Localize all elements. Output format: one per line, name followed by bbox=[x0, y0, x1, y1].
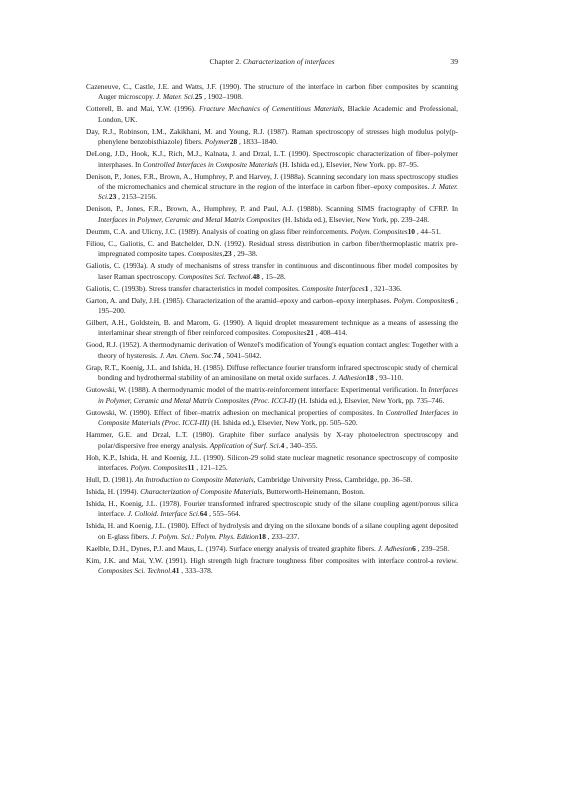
chapter-title bbox=[86, 57, 458, 67]
reference-text: Galiotis, C. (1993b). Stress transfer characteristics in model composites. bbox=[86, 283, 300, 293]
reference-entry bbox=[86, 453, 458, 474]
reference-source: Composites, bbox=[187, 249, 225, 259]
reference-entry bbox=[86, 204, 458, 225]
reference-entry bbox=[86, 227, 458, 237]
reference-text: Gilbert, A.H., Goldstein, B. and Marom, G. (1990). A liquid droplet measurement technique as a means of assessing the interlaminar shear strength of fiber reinforced composites. bbox=[86, 318, 458, 338]
reference-pages: , 93–110. bbox=[375, 373, 404, 383]
reference-text: Hoh, K.P., Ishida, H. and Koenig, J.L. (1990). Silicon-29 solid state nuclear magnetic resonance spectroscopy of composite interfaces. bbox=[86, 452, 458, 472]
reference-pages: , 195–200. bbox=[98, 295, 458, 316]
reference-entry bbox=[86, 430, 458, 451]
reference-entry bbox=[86, 556, 458, 577]
reference-volume: 23 bbox=[224, 249, 232, 259]
reference-text: DeLong, J.D., Hook, K.J., Rich, M.J., Kalnata, J. and Drzal, L.T. (1990). Spectroscopic characterization of fiber–polymer interphases. In bbox=[86, 149, 458, 169]
reference-pages: , 233–237. bbox=[267, 531, 300, 541]
reference-pages: , 29–38. bbox=[233, 249, 258, 259]
reference-source: Polym. Composites bbox=[393, 295, 451, 305]
reference-source: Application of Surf. Sci. bbox=[209, 440, 281, 450]
reference-text: Ishida, H., Koenig, J.L. (1978). Fourier transformed infrared spectroscopic study of the silane coupling agent/porous silica interface. bbox=[86, 498, 458, 519]
reference-pages: (H. Ishida ed.), Elsevier, New York, pp. 239–248. bbox=[282, 214, 430, 224]
reference-text: Denison, P., Jones, F.R., Brown, A., Humphrey, P. and Paul, A.J. (1988b). Scanning SIMS fractography of CFRP. In bbox=[86, 204, 458, 214]
reference-source: J. Adhesion bbox=[332, 373, 367, 383]
reference-volume: 28 bbox=[229, 137, 238, 147]
reference-volume: 23 bbox=[108, 192, 117, 202]
reference-volume: 1 bbox=[364, 283, 369, 293]
reference-source: Composite Interfaces bbox=[301, 283, 365, 293]
reference-entry bbox=[86, 544, 458, 554]
reference-text: Gutowski, W. (1990). Effect of fiber–matrix adhesion on mechanical properties of composites. In bbox=[86, 407, 384, 417]
reference-entry bbox=[86, 82, 458, 103]
reference-pages: , 555–564. bbox=[209, 509, 241, 519]
reference-text: Hammer, G.E. and Drzal, L.T. (1980). Graphite fiber surface analysis by X-ray photoelectron spectroscopy and polar/dispersive free energy analysis. bbox=[86, 430, 458, 450]
reference-volume: 74 bbox=[213, 350, 221, 360]
reference-entry bbox=[86, 475, 458, 485]
reference-source: An Introduction to Composite Materials, bbox=[135, 474, 256, 484]
reference-entry bbox=[86, 296, 458, 317]
reference-volume: 18 bbox=[258, 531, 266, 541]
reference-entry bbox=[86, 363, 458, 384]
reference-source: Polymer bbox=[204, 137, 230, 147]
reference-volume: 4 bbox=[280, 440, 285, 450]
reference-source: Interfaces in Polymer, Ceramic and Metal Matrix Composites (Proc. ICCI-II) bbox=[98, 385, 458, 405]
reference-entry bbox=[86, 340, 458, 361]
reference-text: Filiou, C., Galiotis, C. and Batchelder, D.N. (1992). Residual stress distribution in carbon fiber/thermoplastic matrix pre-impregnated composite tapes. bbox=[86, 238, 458, 259]
reference-text: Cotterell, B. and Mai, Y.W. (1996). bbox=[86, 104, 196, 114]
reference-entry bbox=[86, 385, 458, 406]
reference-entry bbox=[86, 487, 458, 497]
reference-pages: Butterworth-Heinemann, Boston. bbox=[266, 486, 365, 496]
reference-pages: Blackie Academic and Professional, London, UK. bbox=[98, 104, 458, 124]
reference-entry bbox=[86, 127, 458, 148]
reference-text: Kaelble, D.H., Dynes, P.J. and Maus, L. (1974). Surface energy analysis of treated graphite fibers. bbox=[86, 543, 376, 553]
page-number: 39 bbox=[450, 57, 458, 66]
reference-entry bbox=[86, 261, 458, 282]
reference-volume: 6 bbox=[412, 543, 416, 553]
reference-source: J. Adhesion bbox=[377, 543, 413, 553]
reference-volume: 25 bbox=[194, 92, 203, 102]
reference-pages: , 15–28. bbox=[261, 271, 286, 281]
reference-source: J. Mater. Sci. bbox=[98, 182, 458, 202]
reference-source: J. Am. Chem. Soc. bbox=[159, 350, 214, 360]
reference-source: J. Mater. Sci. bbox=[156, 92, 195, 102]
reference-entry bbox=[86, 521, 458, 542]
reference-text: Galiotis, C. (1993a). A study of mechanisms of stress transfer in continuous and discontinuous fiber model composites by laser Raman spectroscopy. bbox=[86, 261, 458, 281]
reference-pages: (H. Ishida ed.), Elsevier, New York, pp. 735–746. bbox=[297, 395, 445, 405]
reference-entry bbox=[86, 408, 458, 429]
reference-pages: , 333–378. bbox=[181, 566, 213, 576]
reference-text: Gutowski, W. (1988). A thermodynamic model of the matrix-reinforcement interface: Experimental verification. In bbox=[86, 385, 427, 395]
reference-text: Kim, J.K. and Mai, Y.W. (1991). High strength high fracture toughness fiber composites with interface control-a review. bbox=[86, 555, 458, 565]
reference-source: Composites Sci. Technol. bbox=[98, 566, 173, 576]
reference-pages: Cambridge University Press, Cambridge, pp. 36–58. bbox=[257, 474, 413, 484]
reference-source: J. Colloid. Interface Sci. bbox=[127, 509, 200, 519]
reference-pages: (H. Ishida ed.), Elsevier, New York. pp. 87–95. bbox=[279, 159, 419, 169]
reference-source: J. Polym. Sci.: Polym. Phys. Edition bbox=[151, 531, 259, 541]
reference-volume: 10 bbox=[407, 226, 415, 236]
reference-pages: (H. Ishida ed.), Elsevier, New York, pp. 505–520. bbox=[211, 418, 358, 428]
reference-source: Controlled Interfaces in Composite Materials bbox=[142, 159, 278, 169]
reference-pages: , 321–336. bbox=[370, 283, 402, 293]
reference-volume: 41 bbox=[172, 566, 180, 576]
reference-pages: , 44–51. bbox=[416, 226, 441, 236]
reference-source: Composites Sci. Technol. bbox=[178, 271, 253, 281]
reference-text: Deumm, C.A. and Ulicny, J.C. (1989). Analysis of coating on glass fiber reinforcements. bbox=[86, 226, 349, 236]
reference-pages: , 1833–1840. bbox=[239, 137, 278, 147]
reference-pages: , 239–258. bbox=[417, 543, 450, 553]
reference-source: Polym. Composites bbox=[130, 462, 188, 472]
reference-source: Polym. Composites bbox=[350, 226, 408, 236]
reference-volume: 64 bbox=[199, 509, 208, 519]
reference-entry bbox=[86, 104, 458, 125]
reference-text: Hull, D. (1981). bbox=[86, 474, 134, 484]
reference-list bbox=[86, 82, 458, 578]
reference-pages: , 340–355. bbox=[286, 440, 318, 450]
reference-source: Fracture Mechanics of Cementitious Materials, bbox=[198, 104, 345, 114]
reference-volume: 48 bbox=[252, 271, 260, 281]
reference-text: Ishida, H. (1994). bbox=[86, 486, 139, 496]
reference-source: Composites bbox=[272, 328, 307, 338]
reference-text: Grap, R.T., Koenig, J.L. and Ishida, H. (1985). Diffuse reflectance fourier transform infrared spectroscopic study of chemical bonding and hydrothermal stability of an aminosilane on metal oxide surfaces. bbox=[86, 362, 458, 383]
reference-volume: 18 bbox=[366, 373, 374, 383]
reference-source: Characterization of Composite Materials, bbox=[140, 486, 265, 496]
reference-pages: , 1902–1908. bbox=[204, 92, 243, 102]
reference-pages: , 408–414. bbox=[315, 328, 348, 338]
reference-text: Ishida, H. and Koenig, J.L. (1980). Effect of hydrolysis and drying on the siloxane bonds of a silane coupling agent deposited on E-glass fibers. bbox=[86, 521, 458, 541]
reference-text: Day, R.J., Robinson, I.M., Zakikhani, M. and Young, R.J. (1987). Raman spectroscopy of stresses high modulus poly(p-phenylene benzobisthiazole) fibers. bbox=[86, 126, 458, 147]
reference-text: Cazeneuve, C., Castle, J.E. and Watts, J.F. (1990). The structure of the interface in carbon fiber composites by scanning Auger microscopy. bbox=[86, 82, 458, 102]
reference-pages: , 121–125. bbox=[196, 462, 228, 472]
chapter-prefix: Chapter 2. bbox=[209, 57, 242, 66]
reference-pages: , 5041–5042. bbox=[222, 350, 262, 360]
chapter-title-text: Characterization of interfaces bbox=[243, 57, 335, 66]
reference-volume: 6 bbox=[450, 295, 455, 305]
reference-text: Garton, A. and Daly, J.H. (1985). Characterization of the aramid–epoxy and carbon–epoxy interphases. bbox=[86, 295, 392, 305]
reference-source: Controlled Interfaces in Composite Materials (Proc. ICCI-III) bbox=[98, 407, 458, 428]
reference-entry bbox=[86, 499, 458, 520]
reference-entry bbox=[86, 284, 458, 294]
reference-volume: 11 bbox=[187, 462, 195, 472]
reference-pages: , 2153–2156. bbox=[118, 192, 157, 202]
reference-entry bbox=[86, 149, 458, 170]
reference-volume: 21 bbox=[306, 328, 314, 338]
reference-entry bbox=[86, 172, 458, 203]
reference-entry bbox=[86, 239, 458, 260]
reference-entry bbox=[86, 318, 458, 339]
reference-text: Good, R.J. (1952). A thermodynamic derivation of Wenzel's modification of Young's equation contact angles: Together with a theory of hysteresis. bbox=[86, 340, 458, 360]
reference-text: Denison, P., Jones, F.R., Brown, A., Humphrey, P. and Harvey, J. (1988a). Scanning secondary ion mass spectroscopy studies of the micromechanics and chemical structure in the region of the interface in carbon fiber–epoxy composites. bbox=[86, 171, 458, 192]
reference-source: Interfaces in Polymer, Ceramic and Metal Matrix Composites bbox=[98, 214, 281, 224]
